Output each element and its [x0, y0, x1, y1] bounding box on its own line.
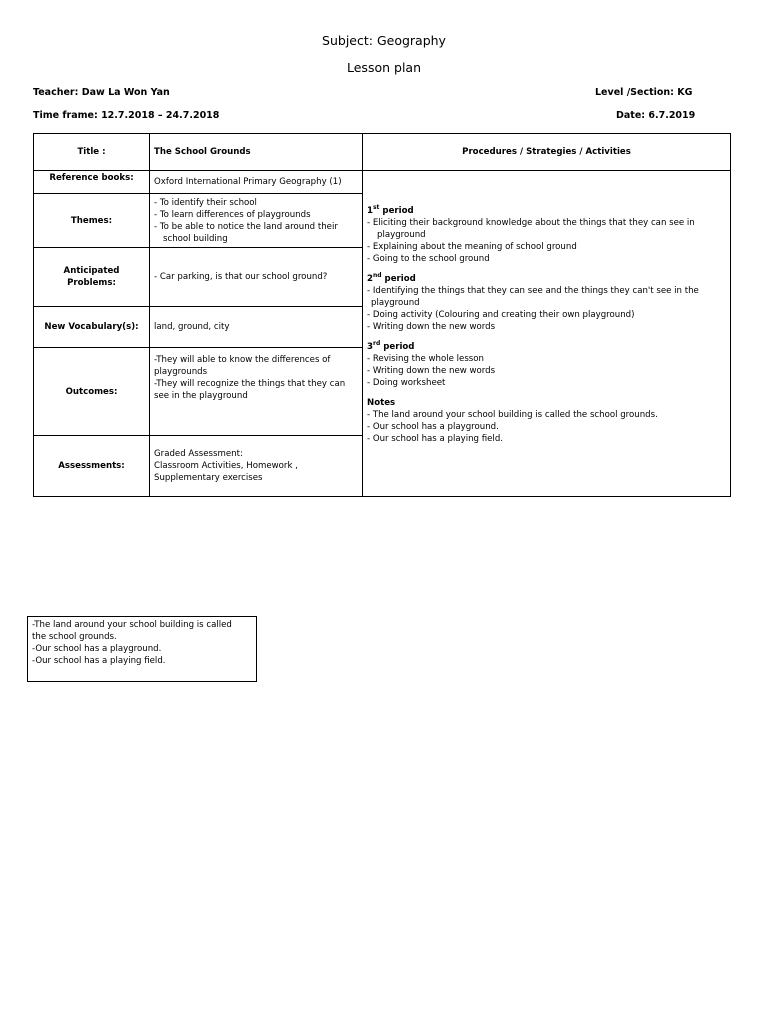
outcome-item: see in the playground: [154, 391, 248, 401]
themes-label: Themes:: [34, 194, 150, 248]
table-row: [34, 171, 731, 194]
notes-box: [27, 616, 257, 682]
notes-box-line: the school grounds.: [32, 632, 117, 642]
theme-item: - To learn differences of playgrounds: [154, 209, 311, 220]
assessments-cell: [150, 436, 363, 497]
period-3-line: - Doing worksheet: [367, 378, 446, 388]
level-label: Level /Section: KG: [595, 87, 693, 98]
period-3-line: - Writing down the new words: [367, 366, 496, 376]
period-1-heading: 1st period: [367, 204, 414, 216]
period-3-line: - Revising the whole lesson: [367, 354, 484, 364]
notes-line: - Our school has a playground.: [367, 422, 499, 432]
problems-value: - Car parking, is that our school ground?: [150, 248, 363, 307]
assessment-item: Supplementary exercises: [154, 473, 263, 483]
notes-box-line: -Our school has a playground.: [32, 644, 162, 654]
period-2-line: playground: [371, 298, 420, 308]
problems-label: Anticipated Problems:: [34, 248, 150, 307]
period-3-heading: 3rd period: [367, 340, 415, 352]
teacher-label: Teacher: Daw La Won Yan: [33, 87, 170, 98]
notes-line: - Our school has a playing field.: [367, 434, 504, 444]
theme-item: school building: [163, 233, 228, 244]
reference-value: Oxford International Primary Geography (1): [150, 171, 363, 194]
period-2-line: - Doing activity (Colouring and creating their own playground): [367, 310, 635, 320]
notes-line: - The land around your school building is called the school grounds.: [367, 410, 658, 420]
document-title: Lesson plan: [347, 60, 421, 75]
notes-box-line: -The land around your school building is called: [32, 620, 232, 630]
subject-heading: Subject: Geography: [322, 33, 446, 48]
period-1-line: playground: [377, 230, 426, 240]
period-1-line: - Eliciting their background knowledge about the things that they can see in: [367, 218, 695, 228]
procedures-cell: [363, 171, 731, 497]
table-row: [34, 134, 731, 171]
procedures-header: Procedures / Strategies / Activities: [363, 134, 731, 171]
title-label: Title :: [34, 134, 150, 171]
assessment-item: Graded Assessment:: [154, 449, 243, 459]
themes-cell: [150, 194, 363, 248]
period-2-line: - Identifying the things that they can see and the things they can't see in the: [367, 286, 699, 296]
outcome-item: -They will recognize the things that they can: [154, 379, 346, 389]
assessment-item: Classroom Activities, Homework ,: [154, 461, 298, 471]
assessments-label: Assessments:: [34, 436, 150, 497]
notes-box-line: -Our school has a playing field.: [32, 656, 166, 666]
notes-heading: Notes: [367, 398, 396, 408]
period-2-heading: 2nd period: [367, 272, 416, 284]
reference-label: Reference books:: [34, 171, 150, 194]
time-frame-label: Time frame: 12.7.2018 – 24.7.2018: [33, 110, 220, 121]
vocabulary-value: land, ground, city: [150, 307, 363, 348]
date-label: Date: 6.7.2019: [616, 110, 696, 121]
theme-item: - To identify their school: [154, 197, 257, 208]
period-2-line: - Writing down the new words: [367, 322, 496, 332]
outcomes-label: Outcomes:: [34, 348, 150, 436]
title-value: The School Grounds: [150, 134, 363, 171]
outcomes-cell: [150, 348, 363, 436]
outcome-item: -They will able to know the differences of: [154, 355, 331, 365]
vocabulary-label: New Vocabulary(s):: [34, 307, 150, 348]
period-1-line: - Going to the school ground: [367, 254, 490, 264]
theme-item: - To be able to notice the land around their: [154, 221, 338, 232]
lesson-plan-table: [33, 133, 731, 497]
period-1-line: - Explaining about the meaning of school ground: [367, 242, 577, 252]
outcome-item: playgrounds: [154, 367, 208, 377]
